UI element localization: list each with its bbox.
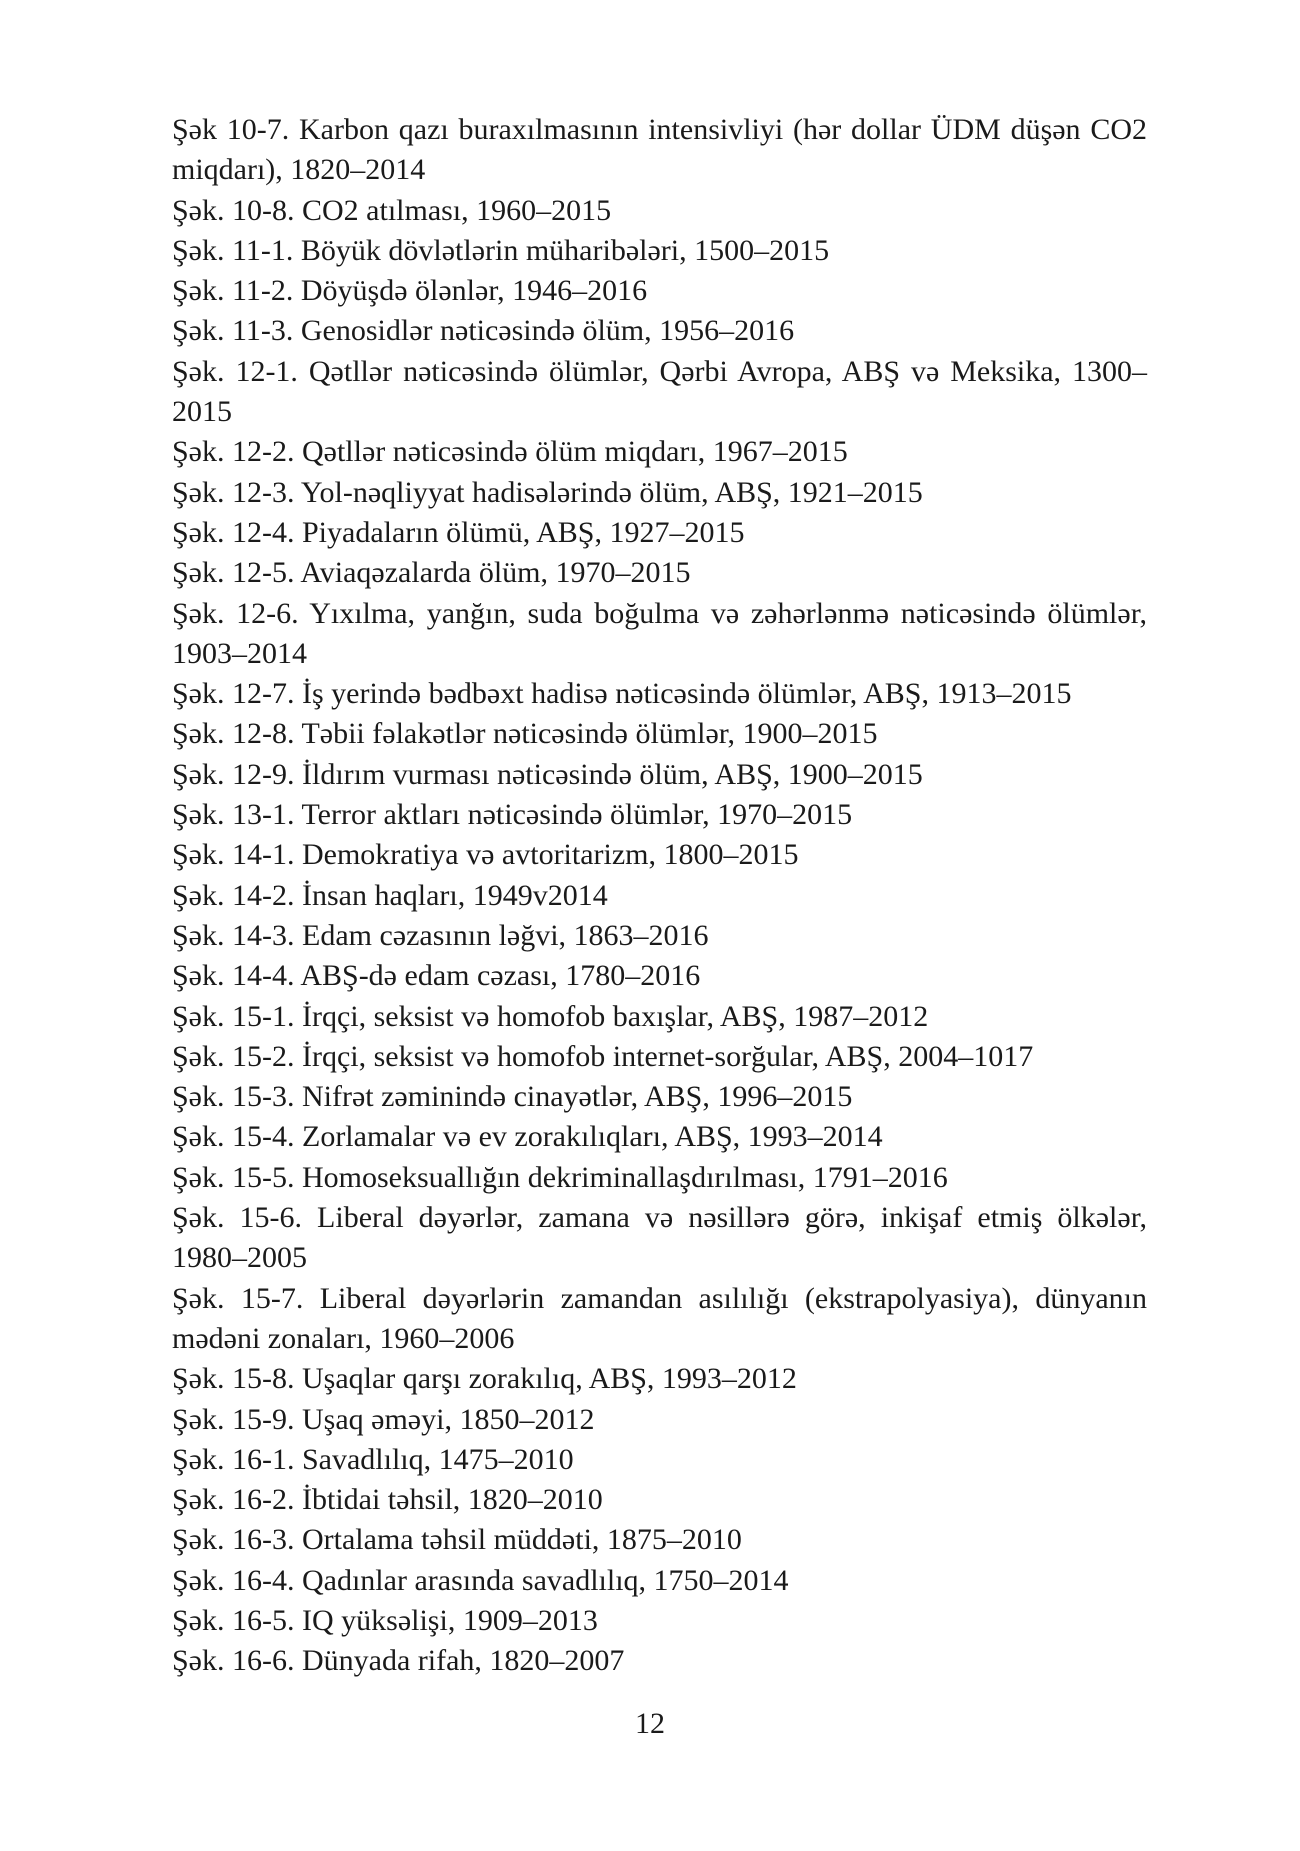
figure-entry: Şək. 12-6. Yıxılma, yanğın, suda boğulma və zəhərlənmə nəticəsində ölümlər, 1903–2014 [172, 596, 1147, 670]
figure-entry: Şək 10-7. Karbon qazı buraxılmasının intensivliyi (hər dollar ÜDM düşən CO2 miqdarı), 1820–2014 [172, 113, 1147, 187]
figure-entry: Şək. 15-8. Uşaqlar qarşı zorakılıq, ABŞ, 1993–2012 [172, 1362, 797, 1396]
figure-entry: Şək. 14-2. İnsan haqları, 1949v2014 [172, 878, 608, 912]
figure-entry: Şək. 11-3. Genosidlər nəticəsində ölüm, 1956–2016 [172, 314, 795, 348]
figure-entry: Şək. 15-1. İrqçi, seksist və homofob baxışlar, ABŞ, 1987–2012 [172, 999, 929, 1033]
figure-entry: Şək. 13-1. Terror aktları nəticəsində ölümlər, 1970–2015 [172, 798, 853, 832]
figure-entry: Şək. 12-2. Qətllər nəticəsində ölüm miqdarı, 1967–2015 [172, 435, 848, 469]
figure-entry: Şək. 15-6. Liberal dəyərlər, zamana və nəsillərə görə, inkişaf etmiş ölkələr, 1980–2005 [172, 1201, 1147, 1275]
figure-entry: Şək. 15-2. İrqçi, seksist və homofob internet-sorğular, ABŞ, 2004–1017 [172, 1039, 1034, 1073]
figure-entry: Şək. 16-1. Savadlılıq, 1475–2010 [172, 1442, 574, 1476]
figure-entry: Şək. 16-3. Ortalama təhsil müddəti, 1875–2010 [172, 1523, 742, 1557]
figure-entry: Şək. 12-9. İldırım vurması nəticəsində ölüm, ABŞ, 1900–2015 [172, 757, 923, 791]
figure-entry: Şək. 14-3. Edam cəzasının ləğvi, 1863–2016 [172, 918, 709, 952]
figure-entry: Şək. 12-3. Yol-nəqliyyat hadisələrində ölüm, ABŞ, 1921–2015 [172, 475, 923, 509]
figure-entry: Şək. 15-5. Homoseksuallığın dekriminallaşdırılması, 1791–2016 [172, 1160, 948, 1194]
figure-entry: Şək. 10-8. CO2 atılması, 1960–2015 [172, 193, 612, 227]
figure-entry: Şək. 14-4. ABŞ-də edam cəzası, 1780–2016 [172, 959, 701, 993]
figure-entry: Şək. 15-9. Uşaq əməyi, 1850–2012 [172, 1402, 595, 1436]
figure-entry: Şək. 16-4. Qadınlar arasında savadlılıq, 1750–2014 [172, 1563, 789, 1597]
figure-entry: Şək. 12-8. Təbii fəlakətlər nəticəsində ölümlər, 1900–2015 [172, 717, 878, 751]
figure-entry: Şək. 12-4. Piyadaların ölümü, ABŞ, 1927–2015 [172, 515, 745, 549]
figure-entry: Şək. 15-7. Liberal dəyərlərin zamandan asılılığı (ekstrapolyasiya), dünyanın mədəni zonaları, 1960–2006 [172, 1281, 1147, 1355]
figure-entry: Şək. 11-2. Döyüşdə ölənlər, 1946–2016 [172, 274, 648, 308]
figure-entry: Şək. 12-7. İş yerində bədbəxt hadisə nəticəsində ölümlər, ABŞ, 1913–2015 [172, 677, 1072, 711]
figure-entry: Şək. 11-1. Böyük dövlətlərin müharibələri, 1500–2015 [172, 233, 830, 267]
figure-entry: Şək. 15-4. Zorlamalar və ev zorakılıqları, ABŞ, 1993–2014 [172, 1120, 883, 1154]
page-number: 12 [635, 1707, 665, 1740]
figure-entry: Şək. 14-1. Demokratiya və avtoritarizm, 1800–2015 [172, 838, 799, 872]
figure-entry: Şək. 15-3. Nifrət zəminində cinayətlər, ABŞ, 1996–2015 [172, 1080, 853, 1114]
figure-entry: Şək. 16-2. İbtidai təhsil, 1820–2010 [172, 1483, 603, 1517]
figure-entry: Şək. 12-5. Aviaqəzalarda ölüm, 1970–2015 [172, 556, 691, 590]
figure-entry: Şək. 16-5. IQ yüksəlişi, 1909–2013 [172, 1603, 598, 1637]
figure-entry: Şək. 12-1. Qətllər nəticəsində ölümlər, Qərbi Avropa, ABŞ və Meksika, 1300–2015 [172, 354, 1147, 429]
figure-list [172, 110, 1147, 1682]
figure-entry: Şək. 16-6. Dünyada rifah, 1820–2007 [172, 1644, 625, 1678]
